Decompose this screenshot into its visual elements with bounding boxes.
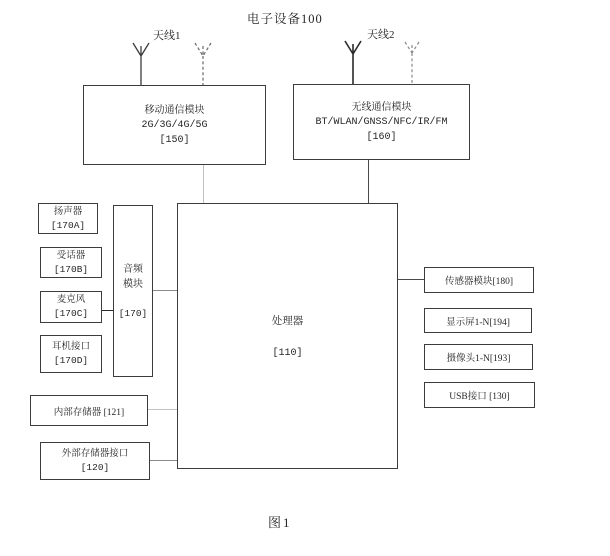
internal-memory-box bbox=[30, 395, 148, 426]
mobile-comm-module-box bbox=[83, 85, 266, 165]
connector-audio-to-processor bbox=[153, 290, 177, 291]
display-label: 显示屏1-N[194] bbox=[446, 317, 510, 328]
usb-interface-box bbox=[424, 382, 535, 408]
antenna2-solid-icon bbox=[343, 40, 363, 84]
wireless-comm-name: 无线通信模块 bbox=[351, 101, 412, 113]
camera-label: 摄像头1-N[193] bbox=[446, 354, 511, 364]
audio-module-name-line1: 音频 bbox=[123, 263, 143, 275]
receiver-name: 受话器 bbox=[56, 250, 86, 261]
connector-mobile-to-processor bbox=[203, 165, 204, 203]
sensor-module-label: 传感器模块[180] bbox=[444, 277, 514, 287]
device-title: 电子设备100 bbox=[247, 12, 323, 26]
audio-module-ref: [170] bbox=[118, 307, 148, 319]
sensor-module-box bbox=[424, 267, 534, 293]
wireless-comm-tech: BT/WLAN/GNSS/NFC/IR/FM bbox=[315, 116, 448, 128]
audio-module-name-line2: 模块 bbox=[123, 278, 143, 290]
antenna1-solid-icon bbox=[131, 42, 151, 86]
wireless-comm-ref: [160] bbox=[366, 131, 397, 143]
processor-ref: [110] bbox=[272, 348, 303, 359]
usb-interface-label: USB接口 [130] bbox=[449, 392, 510, 402]
microphone-box bbox=[40, 291, 102, 323]
internal-memory-label: 内部存储器 [121] bbox=[53, 407, 125, 418]
receiver-ref: [170B] bbox=[53, 263, 89, 275]
connector-external-memory-to-processor bbox=[150, 460, 177, 461]
camera-box bbox=[424, 344, 533, 370]
figure-caption: 图1 bbox=[268, 515, 292, 530]
speaker-name: 扬声器 bbox=[53, 206, 83, 217]
headphone-jack-name: 耳机接口 bbox=[51, 342, 90, 352]
microphone-name: 麦克风 bbox=[56, 295, 86, 305]
display-box bbox=[424, 308, 532, 333]
headphone-jack-box bbox=[40, 335, 102, 373]
external-memory-interface-box bbox=[40, 442, 150, 480]
mobile-comm-ref: [150] bbox=[159, 134, 190, 146]
antenna2-dashed-icon bbox=[402, 40, 422, 84]
external-memory-interface-ref: [120] bbox=[80, 462, 110, 473]
headphone-jack-ref: [170D] bbox=[53, 355, 89, 366]
processor-name: 处理器 bbox=[271, 316, 304, 327]
receiver-box bbox=[40, 247, 102, 278]
microphone-ref: [170C] bbox=[53, 308, 89, 319]
connector-processor-to-sensor bbox=[398, 279, 424, 280]
external-memory-interface-name: 外部存储器接口 bbox=[61, 449, 129, 459]
wireless-comm-module-box bbox=[293, 84, 470, 160]
antenna2-label: 天线2 bbox=[367, 29, 395, 41]
speaker-box bbox=[38, 203, 98, 234]
mobile-comm-name: 移动通信模块 bbox=[144, 104, 205, 116]
speaker-ref: [170A] bbox=[50, 219, 86, 231]
audio-module-box bbox=[113, 205, 153, 377]
connector-internal-memory-to-processor bbox=[148, 409, 177, 410]
antenna1-dashed-icon bbox=[193, 42, 213, 86]
connector-microphone-to-audio bbox=[102, 310, 113, 311]
processor-box bbox=[177, 203, 398, 469]
mobile-comm-tech: 2G/3G/4G/5G bbox=[141, 119, 208, 131]
connector-wireless-to-processor bbox=[368, 160, 369, 203]
antenna1-label: 天线1 bbox=[153, 30, 181, 42]
